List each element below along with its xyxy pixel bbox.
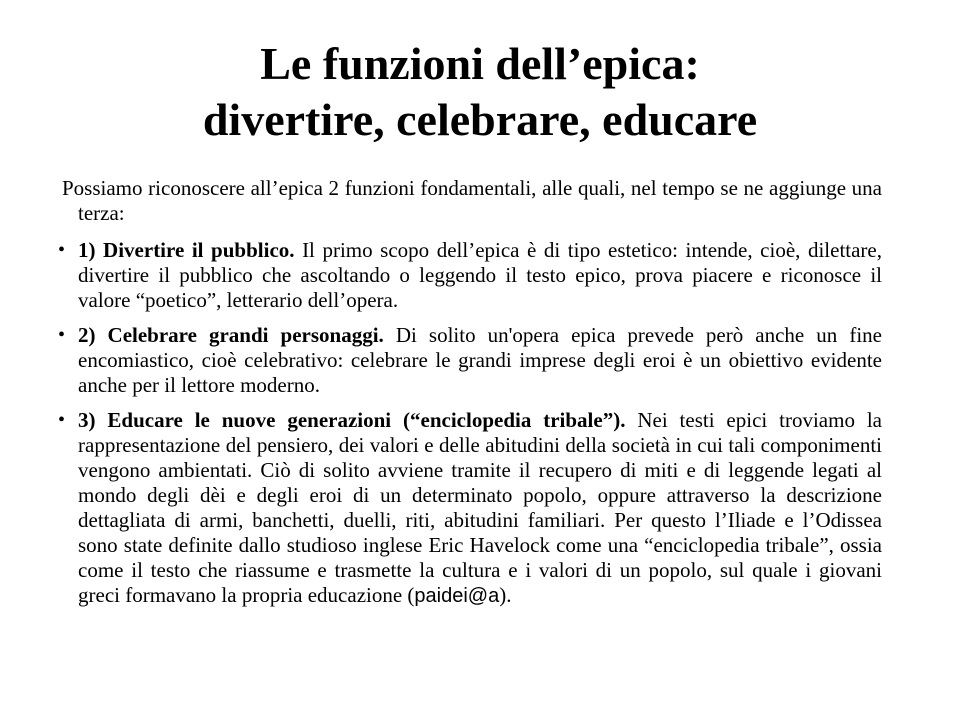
source-credit: paidei@a	[414, 585, 500, 607]
point-heading: 1) Divertire il pubblico.	[78, 238, 295, 262]
intro-paragraph: Possiamo riconoscere all’epica 2 funzioni fondamentali, alle quali, nel tempo se ne aggiunge una terza:	[62, 176, 882, 225]
bullet-icon: •	[58, 239, 66, 261]
point-heading: 3) Educare le nuove generazioni (“enciclopedia tribale”).	[78, 408, 626, 432]
point-heading: 2) Celebrare grandi personaggi.	[78, 323, 384, 347]
bullet-icon: •	[58, 324, 66, 346]
point-text: Il primo scopo dell’epica è di tipo estetico: intende, cioè, dilettare, divertire il pubblico che ascoltando o leggendo il testo epico, prova piacere e riconosce il valore “poetico”, letterario dell’opera.	[78, 238, 882, 312]
point-text: Di solito un'opera epica prevede però anche un fine encomiastico, cioè celebrativo: celebrare le grandi imprese degli eroi è un obiettivo evidente anche per il lettore moderno.	[78, 323, 882, 397]
slide-body	[58, 176, 882, 619]
title-line-2: divertire, celebrare, educare	[202, 94, 758, 145]
list-item-divertire	[58, 238, 882, 313]
point-text-tail: ).	[499, 583, 512, 607]
point-text: Nei testi epici troviamo la rappresentazione del pensiero, dei valori e delle abitudini della società in cui tali componimenti vengono ambientati. Ciò di solito avviene tramite il recupero di miti e di leggende legati al mondo degli dèi e degli eroi di un determinato popolo, oppure attraverso la descrizione dettagliata di armi, banchetti, duelli, riti, abitudini familiari. Per questo l’Iliade e l’Odissea sono state definite dallo studioso inglese Eric Havelock come una “enciclopedia tribale”, ossia come il testo che riassume e trasmette la cultura e i valori di un popolo, sul quale i giovani greci formavano la propria educazione (	[78, 408, 882, 607]
bullet-icon: •	[58, 409, 66, 431]
list-item-celebrare	[58, 323, 882, 398]
title-line-1: Le funzioni dell’epica:	[260, 38, 700, 89]
list-item-educare	[58, 408, 882, 609]
functions-list	[58, 238, 882, 609]
slide-title	[60, 36, 900, 148]
